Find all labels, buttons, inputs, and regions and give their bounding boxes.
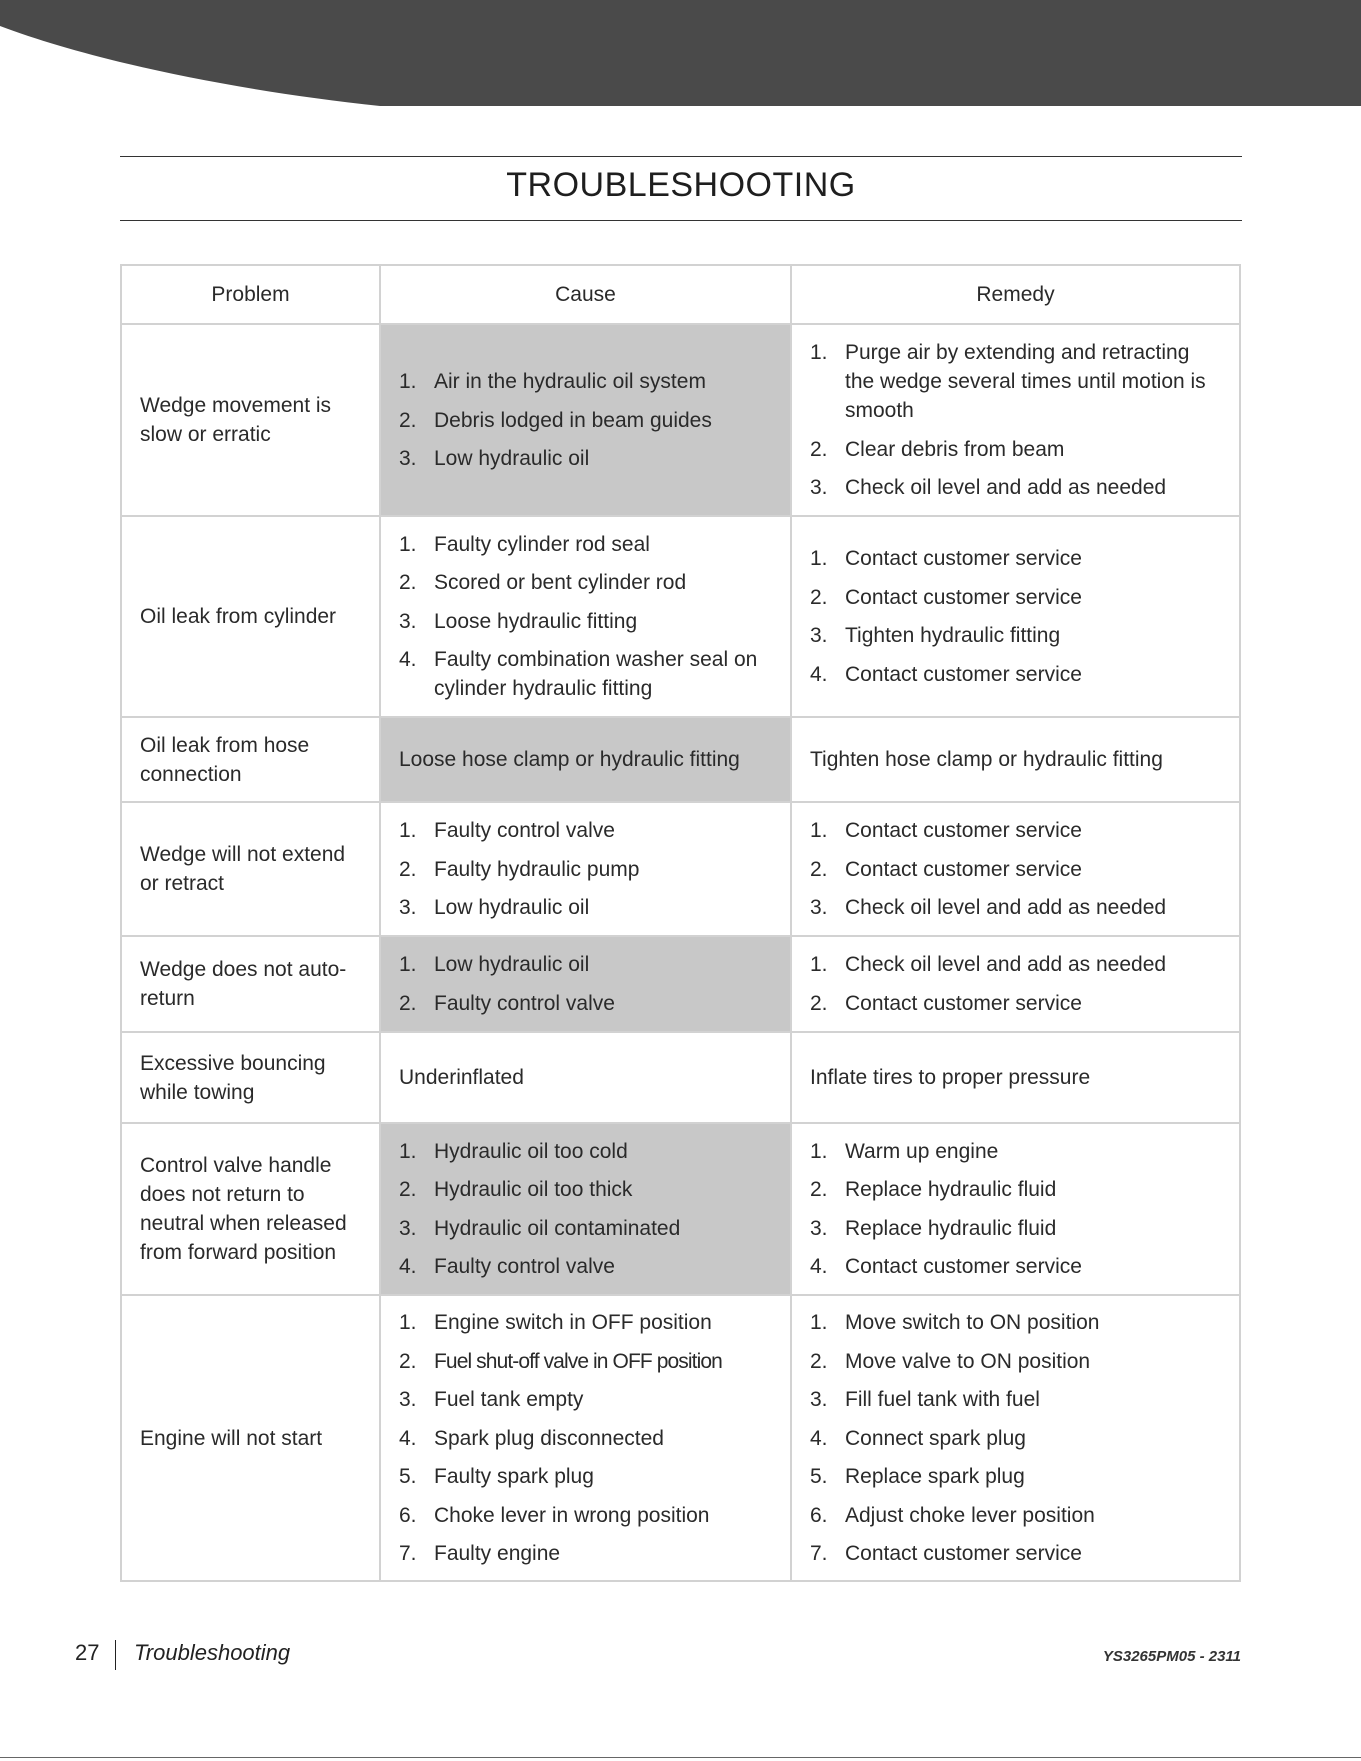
list-item: 5. Faulty spark plug: [399, 1465, 594, 1488]
table-row: [121, 516, 1240, 717]
cause-cell: Underinflated: [380, 1032, 791, 1123]
table-row: [121, 802, 1240, 936]
title-rule-top: [120, 156, 1242, 157]
table-row: [121, 1032, 1240, 1123]
remedy-cell: [791, 802, 1240, 936]
header-remedy: Remedy: [791, 265, 1240, 324]
table-row: [121, 1123, 1240, 1295]
remedy-cell: Inflate tires to proper pressure: [791, 1032, 1240, 1123]
table-row: [121, 1295, 1240, 1581]
list-item: 2. Contact customer service: [810, 585, 1082, 609]
remedy-cell: [791, 516, 1240, 717]
remedy-cell: Tighten hose clamp or hydraulic fitting: [791, 717, 1240, 802]
troubleshooting-table: [120, 264, 1241, 1582]
list-item: 2. Move valve to ON position: [810, 1349, 1091, 1373]
cause-cell: [380, 802, 791, 936]
cause-cell: [380, 1123, 791, 1295]
remedy-cell: [791, 324, 1240, 516]
list-item: 2. Replace hydraulic fluid: [810, 1178, 1057, 1202]
list-item: 3. Low hydraulic oil: [399, 896, 590, 919]
list-item: 1. Air in the hydraulic oil system: [399, 370, 706, 393]
cause-cell: [380, 516, 791, 717]
list-item: 7. Faulty engine: [399, 1542, 561, 1565]
list-item: 3. Check oil level and add as needed: [810, 476, 1167, 499]
problem-cell: Wedge does not auto-return: [121, 936, 380, 1032]
list-item: 1. Faulty cylinder rod seal: [399, 532, 650, 556]
list-item: 1. Move switch to ON position: [810, 1311, 1100, 1334]
page-title: TROUBLESHOOTING: [506, 166, 856, 204]
title-rule-bottom: [120, 220, 1242, 221]
remedy-cell: [791, 936, 1240, 1032]
footer-separator: [115, 1640, 116, 1670]
list-item: 5. Replace spark plug: [810, 1465, 1025, 1488]
remedy-cell: [791, 1295, 1240, 1581]
problem-cell: Wedge will not extend or retract: [121, 802, 380, 936]
list-item: 2. Hydraulic oil too thick: [399, 1178, 633, 1202]
list-item: 4. Connect spark plug: [810, 1426, 1026, 1450]
problem-cell: Oil leak from hose connection: [121, 717, 380, 802]
list-item: 2. Contact customer service: [810, 991, 1082, 1015]
problem-cell: Control valve handle does not return to neutral when released from forward position: [121, 1123, 380, 1295]
header-cause: Cause: [380, 265, 791, 324]
table-row: [121, 324, 1240, 516]
list-item: 3. Loose hydraulic fitting: [399, 609, 638, 633]
list-item: 6. Choke lever in wrong position: [399, 1503, 710, 1527]
table-row: [121, 936, 1240, 1032]
footer-document-code: YS3265PM05 - 2311: [1102, 1648, 1241, 1665]
list-item: 1. Hydraulic oil too cold: [399, 1139, 628, 1163]
cause-cell: [380, 324, 791, 516]
list-item: 4. Faulty control valve: [399, 1255, 615, 1279]
problem-cell: Oil leak from cylinder: [121, 516, 380, 717]
list-item: 3. Replace hydraulic fluid: [810, 1216, 1057, 1240]
header-band: [0, 0, 1361, 110]
list-item: 2. Faulty hydraulic pump: [399, 857, 640, 881]
problem-cell: Engine will not start: [121, 1295, 380, 1581]
list-item: 3. Fuel tank empty: [399, 1388, 584, 1411]
list-item: 4. Contact customer service: [810, 662, 1082, 686]
list-item: 1. Low hydraulic oil: [399, 953, 590, 977]
table-row: [121, 717, 1240, 802]
list-item: 4. Contact customer service: [810, 1255, 1082, 1279]
list-item: 1. Contact customer service: [810, 547, 1082, 571]
cause-cell: Loose hose clamp or hydraulic fitting: [380, 717, 791, 802]
list-item: 3. Tighten hydraulic fitting: [810, 624, 1061, 648]
list-item: 3. Hydraulic oil contaminated: [399, 1216, 681, 1240]
list-item: 2. Scored or bent cylinder rod: [399, 571, 687, 595]
list-item: 2. Clear debris from beam: [810, 437, 1065, 461]
footer-page-number: 27: [75, 1640, 100, 1665]
list-item: 2. Contact customer service: [810, 857, 1082, 881]
problem-cell: Wedge movement is slow or erratic: [121, 324, 380, 516]
list-item: 2. Faulty control valve: [399, 991, 615, 1015]
list-item: 3. Fill fuel tank with fuel: [810, 1388, 1040, 1411]
list-item: 1. Warm up engine: [810, 1139, 999, 1163]
list-item: 1. Engine switch in OFF position: [399, 1311, 712, 1334]
problem-cell: Excessive bouncing while towing: [121, 1032, 380, 1123]
table-header-row: [121, 265, 1240, 324]
list-item: 7. Contact customer service: [810, 1542, 1082, 1565]
list-item: 1. Contact customer service: [810, 819, 1082, 842]
list-item: 4. Faulty combination washer seal on cylinder hydraulic fitting: [399, 648, 758, 701]
list-item: 3. Check oil level and add as needed: [810, 896, 1167, 919]
footer-section-title: Troubleshooting: [134, 1640, 291, 1665]
list-item: 3. Low hydraulic oil: [399, 447, 590, 470]
list-item: 1. Purge air by extending and retracting the wedge several times until motion is smooth: [810, 341, 1206, 422]
remedy-cell: [791, 1123, 1240, 1295]
list-item: 6. Adjust choke lever position: [810, 1503, 1095, 1527]
header-problem: Problem: [121, 265, 380, 324]
list-item: 1. Check oil level and add as needed: [810, 953, 1167, 977]
list-item: 2. Fuel shut-off valve in OFF position: [399, 1349, 722, 1373]
bottom-rule: [0, 1757, 1361, 1758]
list-item: 4. Spark plug disconnected: [399, 1426, 664, 1450]
cause-cell: [380, 936, 791, 1032]
list-item: 2. Debris lodged in beam guides: [399, 408, 712, 432]
list-item: 1. Faulty control valve: [399, 819, 615, 842]
cause-cell: [380, 1295, 791, 1581]
